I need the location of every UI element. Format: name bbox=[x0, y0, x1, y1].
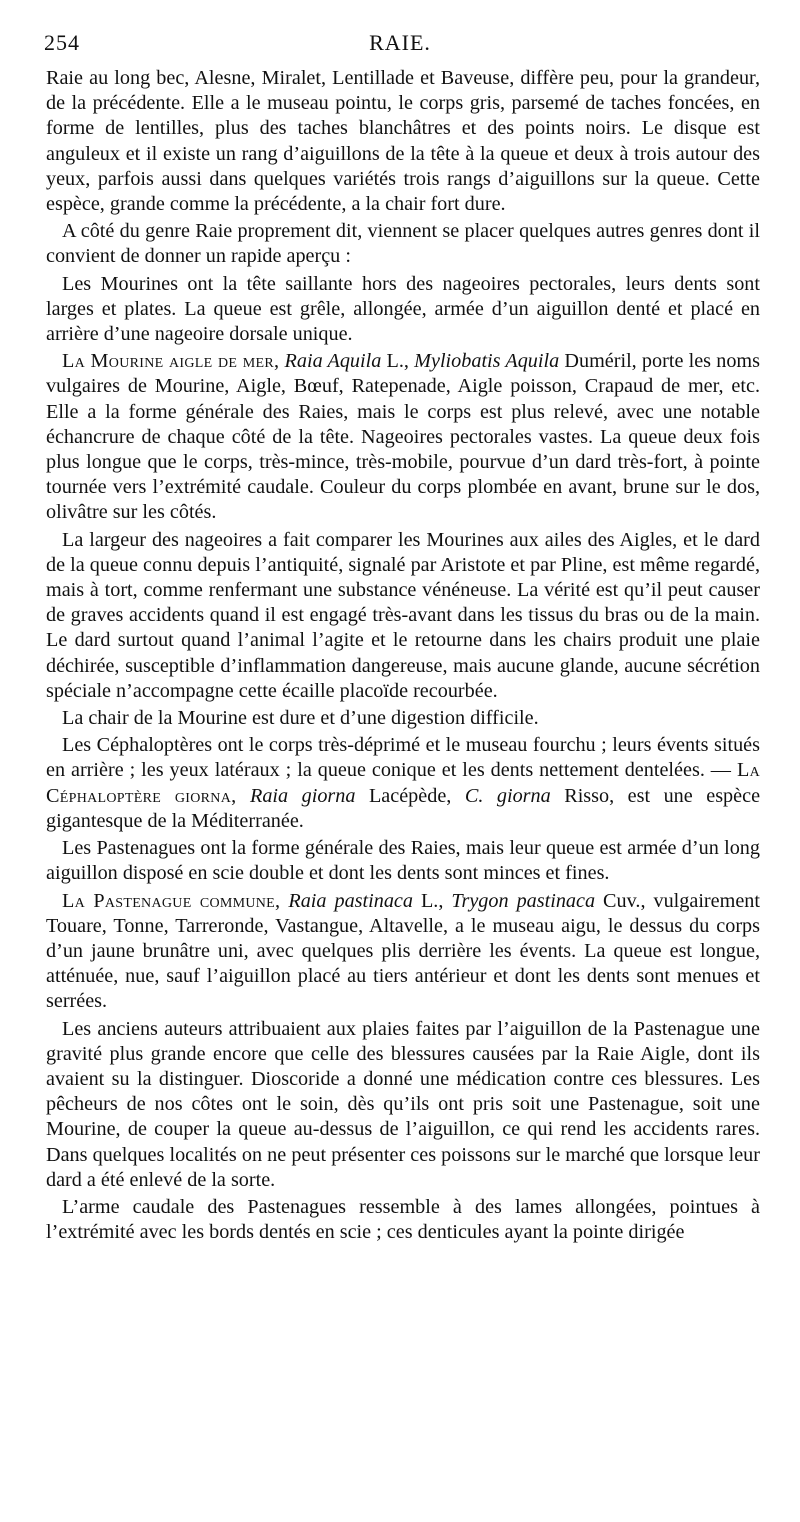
latin-name: Raia giorna bbox=[249, 784, 356, 807]
page-number: 254 bbox=[44, 30, 80, 55]
latin-name: Myliobatis Aquila bbox=[414, 350, 560, 373]
latin-name: Trygon pastinaca bbox=[451, 889, 596, 912]
page-body bbox=[46, 66, 760, 1245]
paragraph-4 bbox=[46, 349, 760, 525]
latin-name: Raia Aquila bbox=[284, 350, 382, 373]
latin-name: C. giorna bbox=[464, 784, 551, 807]
running-header bbox=[44, 30, 756, 60]
paragraph-8: Les Pastenagues ont la forme générale des Raies, mais leur queue est armée d’un long aiguillon disposé en scie double et dont les dents sont minces et fines. bbox=[46, 837, 760, 885]
paragraph-9 bbox=[46, 889, 760, 1015]
latin-name: Raia pastinaca bbox=[288, 889, 413, 912]
paragraph-text: Risso, est une espèce gigantesque de la Méditerranée. bbox=[46, 784, 761, 832]
paragraph-10: Les anciens auteurs attribuaient aux plaies faites par l’aiguillon de la Pastenague une gravité plus grande encore que celle des blessures causées par la Raie Aigle, dont ils avaient su la distinguer. Dioscoride a donné une médication contre ces blessures. Les pêcheurs de nos côtes ont le soin, dès qu’ils ont pris soit une Pastenague, soit une Mourine, de couper la queue au-dessus de l’aiguillon, ce qui rend les accidents rares. Dans quelques localités on ne peut présenter ces poissons sur le marché que lorsque leur dard a été enlevé de la sorte. bbox=[46, 1017, 760, 1191]
paragraph-1: Raie au long bec, Alesne, Miralet, Lentillade et Baveuse, diffère peu, pour la grandeur, de la précédente. Elle a le museau pointu, le corps gris, parsemé de taches foncées, en forme de lentilles, plus des taches blanchâtres et des points noirs. Le disque est anguleux et il existe un rang d’aiguillons de la tête à la queue et deux à trois autour des yeux, parfois aussi dans quelques variétés trois rangs d’aiguillons sur la queue. Cette espèce, grande comme la précédente, a la chair fort dure. bbox=[46, 67, 760, 216]
paragraph-text: Duméril, porte les noms vulgaires de Mourine, Aigle, Bœuf, Ratepenade, Aigle poisson, Crapaud de mer, etc. Elle a la forme générale des Raies, mais le corps est plus relevé, avec une notable échancrure de chaque côté de la tête. Nageoires pectorales vastes. La queue deux fois plus longue que le corps, très-mince, très-mobile, pourvue d’un dard très-fort, à pointe tournée vers l’extrémité caudale. Couleur du corps plombée en avant, brune sur le dos, olivâtre sur les côtés. bbox=[46, 350, 760, 524]
paragraph-7 bbox=[46, 733, 760, 834]
paragraph-6: La chair de la Mourine est dure et d’une digestion difficile. bbox=[62, 707, 539, 730]
paragraph-3: Les Mourines ont la tête saillante hors des nageoires pectorales, leurs dents sont larges et plates. La queue est grêle, allongée, armée d’un aiguillon denté et placé en arrière d’une nageoire dorsale unique. bbox=[46, 272, 760, 346]
paragraph-2: A côté du genre Raie proprement dit, viennent se placer quelques autres genres dont il convient de donner un rapide aperçu : bbox=[46, 220, 760, 268]
paragraph-5: La largeur des nageoires a fait comparer les Mourines aux ailes des Aigles, et le dard de la queue connu depuis l’antiquité, signalé par Aristote et par Pline, est même regardé, mais à tort, comme renfermant une substance vénéneuse. La vérité est qu’il peut causer de graves accidents quand il est engagé très-avant dans les tissus du bras ou de la main. Le dard surtout quand l’animal l’agite et le retourne dans les chairs produit une plaie déchirée, susceptible d’inflammation dangereuse, mais aucune glande, aucune sécrétion spéciale n’accompagne cette écaille placoïde recourbée. bbox=[46, 528, 760, 702]
author-name: Lacépède, bbox=[355, 784, 465, 807]
paragraph-text: Les Céphaloptères ont le corps très-déprimé et le museau fourchu ; leurs évents situés en arrière ; les yeux latéraux ; la queue conique et les dents nettement dentelées. — bbox=[46, 734, 760, 782]
species-name-mourine: La Mourine aigle de mer, bbox=[62, 350, 280, 373]
author-abbrev: L., bbox=[412, 889, 452, 912]
author-abbrev: L., bbox=[381, 350, 415, 373]
species-name-cephaloptere: La Céphaloptère giorna, bbox=[46, 759, 760, 807]
species-name-pastenague: La Pastenague commune, bbox=[62, 889, 281, 912]
paragraph-11: L’arme caudale des Pastenagues ressemble à des lames allongées, pointues à l’extrémité avec les bords dentés en scie ; ces denticules ayant la pointe dirigée bbox=[46, 1195, 760, 1244]
running-title: RAIE. bbox=[369, 30, 431, 55]
paragraph-text: Cuv., vulgairement Touare, Tonne, Tarreronde, Vastangue, Altavelle, a le museau aigu, le dessus du corps d’un jaune brunâtre uni, avec quelques plis derrière les évents. La queue est longue, atténuée, nue, sauf l’aiguillon placé au tiers antérieur et dont les dents sont menues et serrées. bbox=[46, 889, 760, 1013]
